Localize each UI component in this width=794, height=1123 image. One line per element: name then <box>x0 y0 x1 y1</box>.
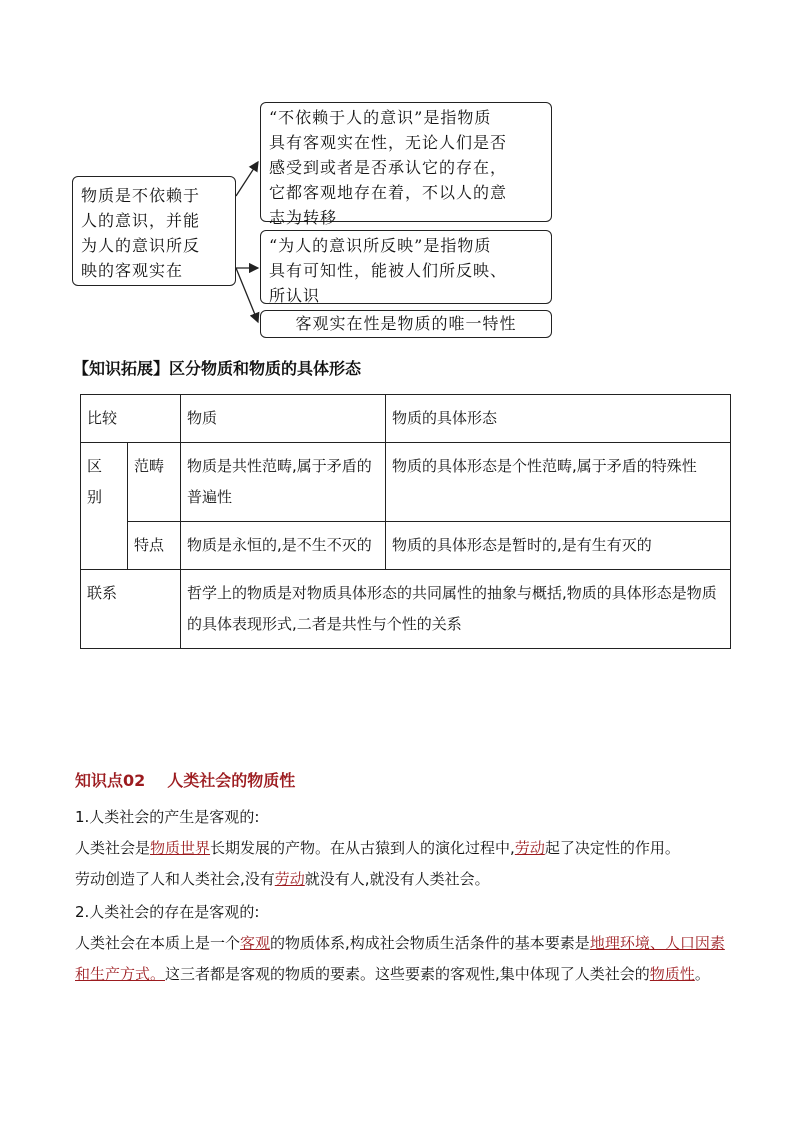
feature-matter: 物质是永恒的,是不生不灭的 <box>181 522 386 570</box>
p2-body <box>75 928 725 990</box>
category-matter: 物质是共性范畴,属于矛盾的普遍性 <box>181 443 386 522</box>
table-row <box>81 443 731 522</box>
link-label: 联系 <box>81 570 181 649</box>
arrow-to-box3 <box>236 268 258 322</box>
p1-highlight-b: 物质世界 <box>150 839 211 857</box>
header-forms: 物质的具体形态 <box>386 395 731 443</box>
p1-text-c: 长期发展的产物。在从古猿到人的演化过程中, <box>210 839 515 857</box>
section-title-text: 人类社会的物质性 <box>167 771 296 790</box>
paragraph-2 <box>75 897 725 990</box>
target2-line-1: “为人的意识所反映”是指物质 <box>269 236 492 255</box>
target2-line-2: 具有可知性，能被人们所反映、 <box>269 261 508 280</box>
p2-text-c: 的物质体系,构成社会物质生活条件的基本要素是 <box>270 934 590 952</box>
p2-highlight-d: 地理环境、人口因素和生产方式。 <box>75 934 725 983</box>
source-line-4: 映的客观实在 <box>81 261 184 280</box>
diagram-target-box-3: 客观实在性是物质的唯一特性 <box>260 310 552 338</box>
arrow-to-box1 <box>236 162 258 196</box>
header-matter: 物质 <box>181 395 386 443</box>
table-row <box>81 395 731 443</box>
comparison-table <box>80 394 731 649</box>
table-row <box>81 570 731 649</box>
source-line-2: 人的意识，并能 <box>81 211 201 230</box>
link-text: 哲学上的物质是对物质具体形态的共同属性的抽象与概括,物质的具体形态是物质的具体表现形式,二者是共性与个性的关系 <box>181 570 731 649</box>
p2-heading: 2.人类社会的存在是客观的: <box>75 903 260 921</box>
feature-forms: 物质的具体形态是暂时的,是有生有灭的 <box>386 522 731 570</box>
feature-label: 特点 <box>128 522 181 570</box>
p1-text-e: 起了决定性的作用。 <box>544 839 680 857</box>
section-title <box>75 768 295 791</box>
p2-highlight-b: 客观 <box>240 934 271 952</box>
target1-line-5: 志为转移 <box>269 208 338 227</box>
target1-line-2: 具有客观实在性，无论人们是否 <box>269 133 508 152</box>
target1-line-1: “不依赖于人的意识”是指物质 <box>269 108 492 127</box>
section-number: 知识点02 <box>75 771 146 790</box>
category-forms: 物质的具体形态是个性范畴,属于矛盾的特殊性 <box>386 443 731 522</box>
p1-text-h: 就没有人,就没有人类社会。 <box>304 870 490 888</box>
p1-line <box>75 833 725 864</box>
target1-line-4: 它都客观地存在着，不以人的意 <box>269 183 508 202</box>
p2-text-a: 人类社会在本质上是一个 <box>75 934 241 952</box>
diagram-target-box-1 <box>260 102 552 227</box>
concept-diagram <box>70 100 560 342</box>
p1-heading: 1.人类社会的产生是客观的: <box>75 808 260 826</box>
target1-line-3: 感受到或者是否承认它的存在， <box>269 158 508 177</box>
header-compare: 比较 <box>81 395 181 443</box>
p1-text-a: 人类社会是 <box>75 839 151 857</box>
source-line-3: 为人的意识所反 <box>81 236 201 255</box>
diff-label: 区别 <box>81 443 128 570</box>
target2-line-3: 所认识 <box>269 286 321 305</box>
p2-text-e: 这三者都是客观的物质的要素。这些要素的客观性,集中体现了人类社会的 <box>165 965 650 983</box>
diagram-target-box-2 <box>260 230 552 304</box>
p1-line-2 <box>75 864 725 895</box>
paragraph-1 <box>75 802 725 895</box>
p1-text-f: 劳动创造了人和人类社会,没有 <box>75 870 275 888</box>
extension-title: 【知识拓展】区分物质和物质的具体形态 <box>73 359 362 378</box>
p1-highlight-d: 劳动 <box>514 839 545 857</box>
source-line-1: 物质是不依赖于 <box>81 186 201 205</box>
category-label: 范畴 <box>128 443 181 522</box>
p1-highlight-g: 劳动 <box>274 870 305 888</box>
diagram-source-box <box>72 176 236 286</box>
p2-text-g: 。 <box>694 965 710 983</box>
p2-highlight-f: 物质性 <box>649 965 695 983</box>
table-row <box>81 522 731 570</box>
